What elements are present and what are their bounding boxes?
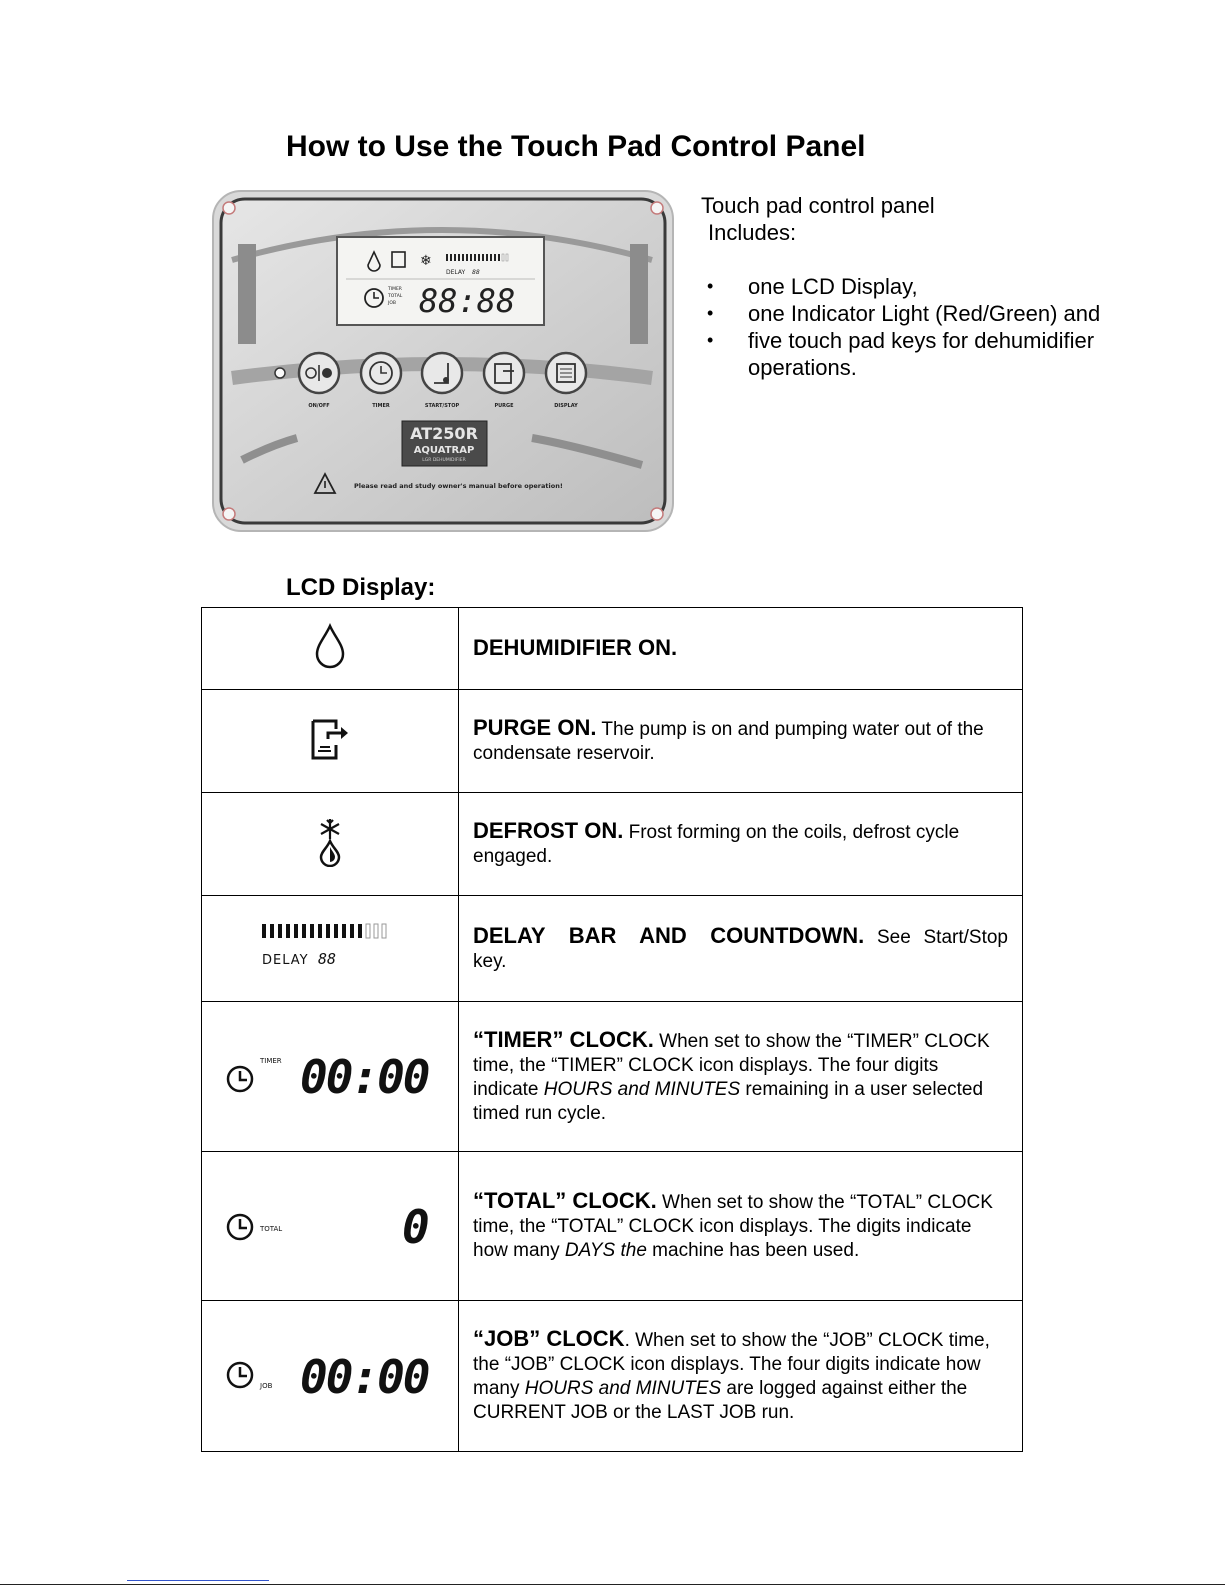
- key-display[interactable]: [546, 353, 586, 393]
- delay-label: DELAY: [262, 953, 309, 968]
- row-text: machine has been used.: [646, 1240, 860, 1261]
- footer-link-underline: [127, 1580, 269, 1581]
- row-text: Frost forming on the coils, defrost cycle engaged.: [473, 822, 960, 867]
- panel-warning: Please read and study owner's manual before operation!: [354, 482, 563, 490]
- lcd-heading: LCD Display:: [286, 574, 436, 601]
- table-row: [202, 608, 1023, 690]
- panel-label-total: TOTAL: [388, 294, 403, 299]
- control-panel-image: [212, 190, 677, 535]
- panel-lcd-digits: 88:88: [419, 282, 516, 320]
- row-lead: “TOTAL” CLOCK.: [473, 1188, 657, 1213]
- row-lead: DELAY BAR AND COUNTDOWN.: [473, 922, 865, 948]
- table-row: [202, 690, 1023, 793]
- row-text: . When set to show the “JOB” CLOCK time, the “JOB” CLOCK icon displays. The four digits indicate how many: [473, 1330, 990, 1399]
- row-emphasis: DAYS the: [564, 1240, 647, 1261]
- panel-label-job: JOB: [388, 301, 396, 306]
- intro-text: [701, 192, 1121, 381]
- indicator-light: [275, 368, 285, 378]
- row-lead: DEHUMIDIFIER ON.: [473, 634, 678, 660]
- row-lead: PURGE ON.: [473, 715, 597, 740]
- row-text: remaining in a user selected timed run cycle.: [473, 1078, 984, 1124]
- row-lead: “JOB” CLOCK: [473, 1326, 625, 1351]
- total-label: TOTAL: [260, 1224, 283, 1233]
- row-emphasis: HOURS and MINUTES: [543, 1078, 741, 1100]
- intro-line2: Includes:: [708, 220, 797, 245]
- panel-brand-sub: LGR DEHUMIDIFIER: [422, 458, 466, 463]
- key-label-start-stop: START/STOP: [424, 403, 460, 409]
- key-label-purge: PURGE: [494, 403, 514, 409]
- timer-label: TIMER: [260, 1057, 282, 1065]
- purge-icon: [308, 715, 352, 763]
- total-digits: 0: [402, 1199, 430, 1249]
- row-text: See Start/Stop key.: [473, 926, 1008, 972]
- list-item: • one LCD Display,: [701, 273, 1121, 300]
- panel-delay-value: 88: [472, 269, 480, 276]
- panel-brand: AQUATRAP: [413, 445, 475, 456]
- intro-line1: Touch pad control panel: [701, 193, 935, 218]
- row-text: When set to show the “TIMER” CLOCK time, the “TIMER” CLOCK icon displays. The four digits indicate: [473, 1030, 990, 1100]
- timer-digits: 00:00: [300, 1050, 429, 1099]
- panel-delay-label: DELAY: [446, 269, 466, 276]
- job-clock-icon: [224, 1349, 436, 1399]
- defrost-icon: [315, 817, 345, 867]
- row-text: The pump is on and pumping water out of the condensate reservoir.: [473, 719, 984, 764]
- water-drop-icon: [310, 623, 350, 669]
- table-row: [202, 1002, 1023, 1152]
- key-start-stop[interactable]: [422, 353, 462, 393]
- table-row: [202, 1152, 1023, 1301]
- key-on-off[interactable]: [299, 353, 339, 393]
- key-label-timer: TIMER: [372, 403, 390, 409]
- row-lead: “TIMER” CLOCK.: [473, 1026, 654, 1052]
- row-text: When set to show the “TOTAL” CLOCK time, the “TOTAL” CLOCK icon displays. The digits indicate how many: [473, 1192, 993, 1261]
- delay-value: 88: [318, 950, 337, 968]
- key-timer[interactable]: [361, 353, 401, 393]
- timer-clock-icon: [224, 1049, 436, 1099]
- row-text: are logged against either the CURRENT JOB or the LAST JOB run.: [473, 1378, 968, 1423]
- table-row: [202, 1301, 1023, 1452]
- total-clock-icon: [224, 1199, 436, 1249]
- row-lead: DEFROST ON.: [473, 818, 624, 843]
- panel-label-timer: TIMER: [388, 287, 402, 292]
- row-emphasis: HOURS and MINUTES: [524, 1378, 722, 1399]
- key-label-on-off: ON/OFF: [308, 403, 330, 409]
- job-label: JOB: [260, 1381, 273, 1390]
- table-row: [202, 793, 1023, 896]
- delay-bar-icon: [260, 920, 400, 972]
- intro-list: [701, 273, 1121, 381]
- list-item: • one Indicator Light (Red/Green) and: [701, 300, 1121, 327]
- table-row: [202, 896, 1023, 1002]
- svg-text:❄: ❄: [420, 253, 432, 269]
- key-purge[interactable]: [484, 353, 524, 393]
- lcd-table: [201, 607, 1023, 1452]
- job-digits: 00:00: [300, 1349, 429, 1399]
- panel-model: AT250R: [410, 424, 478, 443]
- list-item: • five touch pad keys for dehumidifier operations.: [701, 327, 1121, 381]
- page-title: How to Use the Touch Pad Control Panel: [286, 130, 866, 163]
- key-label-display: DISPLAY: [554, 403, 578, 409]
